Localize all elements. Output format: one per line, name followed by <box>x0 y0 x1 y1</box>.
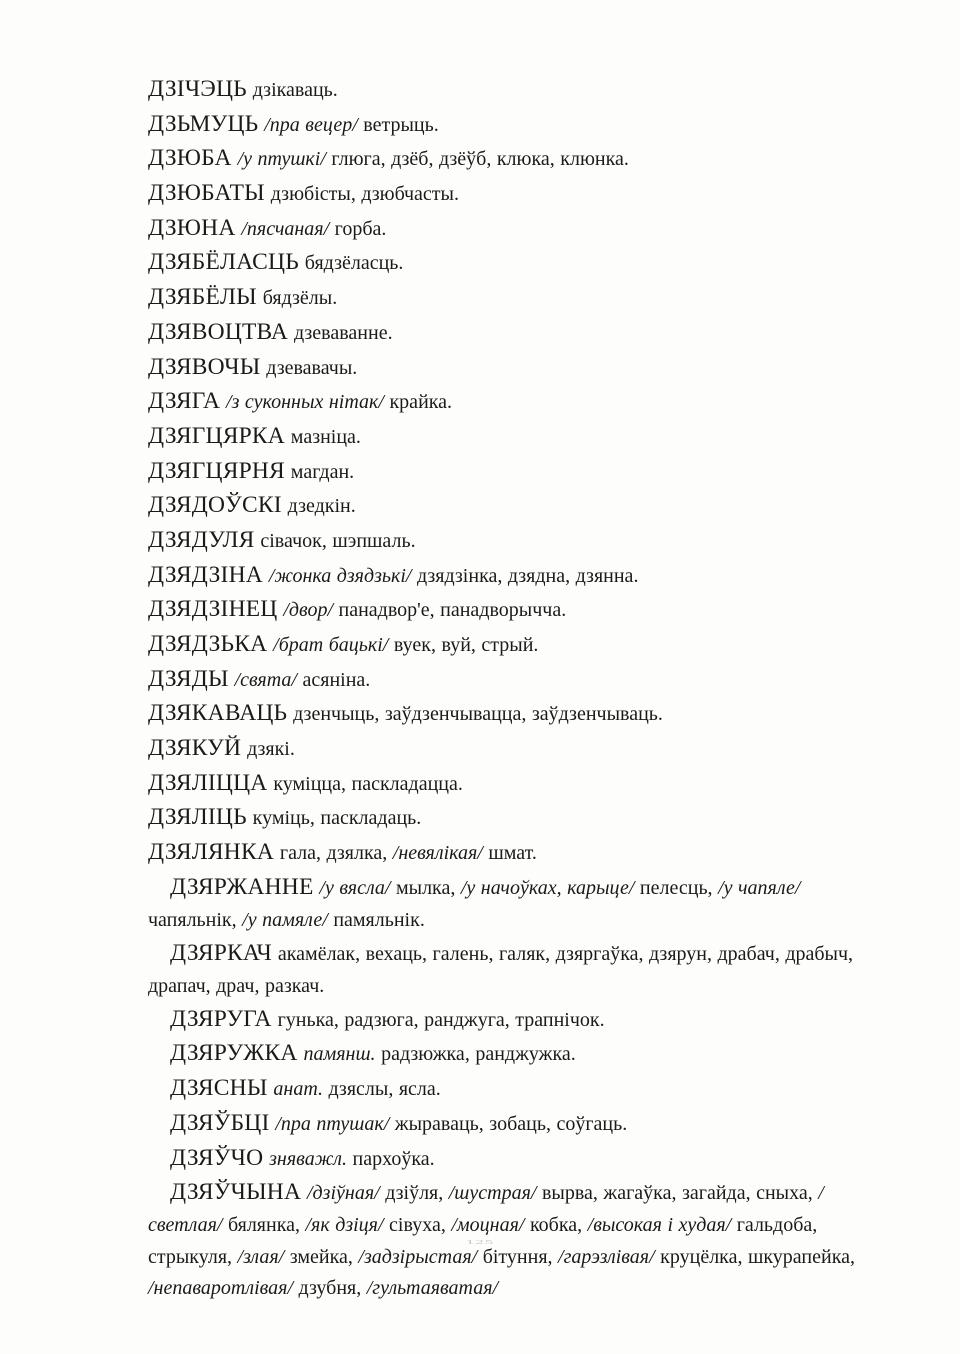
entry-gloss: дзікаваць. <box>252 79 338 101</box>
entry-headword: ДЗЯДЗІНА <box>148 561 263 588</box>
dictionary-entry <box>148 696 860 730</box>
entry-headword: ДЗЯЛІЦЬ <box>148 804 247 831</box>
entry-gloss: /брат бацькі/ вуек, вуй, стрый. <box>273 634 539 656</box>
dictionary-entry <box>148 454 860 488</box>
entry-headword: ДЗЯДУЛЯ <box>148 526 255 553</box>
dictionary-entry <box>148 731 860 765</box>
entry-gloss: куміць, паскладаць. <box>252 807 422 830</box>
entry-gloss: мазніца. <box>290 425 361 448</box>
entry-gloss: гала, дзялка, /невялікая/ шмат. <box>279 842 537 865</box>
entry-headword: ДЗЯВОЦТВА <box>148 318 289 345</box>
dictionary-entry <box>148 627 860 661</box>
dictionary-entry <box>148 176 860 210</box>
entry-headword: ДЗЯГЦЯРКА <box>148 422 285 449</box>
entry-headword: ДЗЯЛІЦЦА <box>148 769 268 796</box>
dictionary-entry <box>148 936 860 1001</box>
entry-gloss: бядзёлы. <box>262 287 338 310</box>
dictionary-entry <box>148 315 860 349</box>
dictionary-entry <box>148 1141 860 1175</box>
entry-headword: ДЗЯБЁЛАСЦЬ <box>148 249 299 276</box>
entry-gloss: акамёлак, вехаць, галень, галяк, дзяргаўка, дзярун, драбач, драбыч, драпач, драч, разкач. <box>148 942 854 997</box>
page-number: 125 <box>465 1238 495 1246</box>
entry-headword: ДЗЬМУЦЬ <box>148 110 259 137</box>
entry-gloss: /пра вецер/ ветрыць. <box>264 113 439 136</box>
dictionary-entry <box>148 488 860 522</box>
entry-column <box>148 72 860 1304</box>
dictionary-entry <box>148 350 860 384</box>
entry-headword: ДЗЯКАВАЦЬ <box>148 700 288 727</box>
dictionary-entry <box>148 211 860 245</box>
dictionary-entry <box>148 107 860 141</box>
entry-headword: ДЗЯРУЖКА <box>170 1040 298 1067</box>
entry-gloss: /двор/ панадвор'е, панадворыччa. <box>283 599 567 622</box>
entry-headword: ДЗЯДЫ <box>148 665 229 692</box>
dictionary-entry <box>148 245 860 279</box>
entry-headword: ДЗЯВОЧЫ <box>148 353 261 380</box>
entry-headword: ДЗЯГЦЯРНЯ <box>148 457 285 484</box>
entry-gloss: сівачок, шэпшаль. <box>260 529 416 552</box>
entry-headword: ДЗЯДОЎСКІ <box>148 492 282 519</box>
entry-gloss: магдан. <box>290 460 355 483</box>
dictionary-entry <box>148 523 860 557</box>
dictionary-entry <box>148 1106 860 1140</box>
entry-gloss: дзюбісты, дзюбчасты. <box>270 183 459 206</box>
entry-gloss: дзенчыць, заўдзенчывацца, заўдзенчываць. <box>293 703 663 726</box>
entry-gloss: дзедкін. <box>287 495 356 518</box>
entry-gloss: гунька, радзюга, ранджуга, трапнічок. <box>277 1008 605 1031</box>
entry-headword: ДЗЯРКАЧ <box>170 939 272 966</box>
entry-headword: ДЗЯЛЯНКА <box>148 839 274 866</box>
entry-headword: ДЗЮБА <box>148 145 232 172</box>
entry-gloss: бядзёласць. <box>304 252 404 275</box>
dictionary-entry <box>148 592 860 626</box>
entry-headword: ДЗЯЎЧО <box>170 1144 264 1171</box>
dictionary-entry <box>148 835 860 869</box>
entry-gloss: /дзіўная/ дзіўля, /шустрая/ вырва, жагаўка, загайда, сныха, /светлая/ бялянка, /як дзіця/ сівуха, /моцная/ кобка, /высокая і худая/ гальдоба, стрыкуля, /злая/ змейка, /задзірыстая/ бітуння, /гарэзлівая/ круцёлка, шкурапейка, /непаваротлівая/ дзубня, /гультаяватая/ <box>148 1182 855 1299</box>
dictionary-entry <box>148 1071 860 1105</box>
dictionary-entry <box>148 141 860 175</box>
entry-gloss: /у птушкі/ глюга, дзёб, дзёўб, клюка, клюнка. <box>237 148 629 171</box>
entry-headword: ДЗЯЎЧЫНА <box>170 1179 302 1206</box>
entry-headword: ДЗЯСНЫ <box>170 1075 268 1102</box>
entry-gloss: /пясчаная/ горба. <box>241 217 387 240</box>
entry-gloss: /свята/ асяніна. <box>234 668 371 691</box>
dictionary-entry <box>148 558 860 592</box>
entry-gloss: дзевавачы. <box>266 356 358 379</box>
entry-headword: ДЗЯБЁЛЫ <box>148 284 257 311</box>
entry-headword: ДЗЯДЗЬКА <box>148 631 268 657</box>
entry-gloss: дзякі. <box>247 738 295 761</box>
entry-headword: ДЗЯДЗІНЕЦ <box>148 596 278 623</box>
entry-gloss: /пра птушак/ жыраваць, зобаць, соўгаць. <box>275 1112 628 1135</box>
entry-headword: ДЗЮНА <box>148 214 236 241</box>
entry-gloss: памянш. радзюжка, ранджужка. <box>303 1043 576 1066</box>
entry-gloss: /у вясла/ мылка, /у начоўках, карыце/ пелесць, /у чапяле/ чапяльнік, /у памяле/ памяльнік. <box>148 876 801 931</box>
entry-gloss: /жонка дзядзькі/ дзядзінка, дзядна, дзянна. <box>268 564 639 587</box>
dictionary-entry <box>148 384 860 418</box>
dictionary-entry <box>148 280 860 314</box>
entry-headword: ДЗІЧЭЦЬ <box>148 76 247 102</box>
entry-gloss: /з суконных нітак/ крайка. <box>226 391 453 414</box>
dictionary-entry <box>148 766 860 800</box>
entry-headword: ДЗЯЎБЦІ <box>170 1109 270 1136</box>
entry-headword: ДЗЯРУГА <box>170 1005 272 1032</box>
dictionary-entry <box>148 1036 860 1070</box>
entry-gloss: анат. дзяслы, ясла. <box>273 1078 441 1101</box>
entry-gloss: зняважл. пархоўка. <box>269 1147 435 1170</box>
dictionary-entry <box>148 800 860 834</box>
page-footer <box>0 1232 960 1252</box>
entry-gloss: куміцца, паскладацца. <box>273 772 463 795</box>
dictionary-entry <box>148 1002 860 1036</box>
entry-headword: ДЗЯГА <box>148 388 221 415</box>
dictionary-entry <box>148 870 860 935</box>
dictionary-entry <box>148 419 860 453</box>
entry-headword: ДЗЯКУЙ <box>148 735 242 762</box>
dictionary-entry <box>148 662 860 696</box>
entry-gloss: дзеваванне. <box>293 321 393 344</box>
dictionary-entry <box>148 72 860 106</box>
entry-headword: ДЗЯРЖАННЕ <box>170 873 314 900</box>
entry-headword: ДЗЮБАТЫ <box>148 180 265 207</box>
